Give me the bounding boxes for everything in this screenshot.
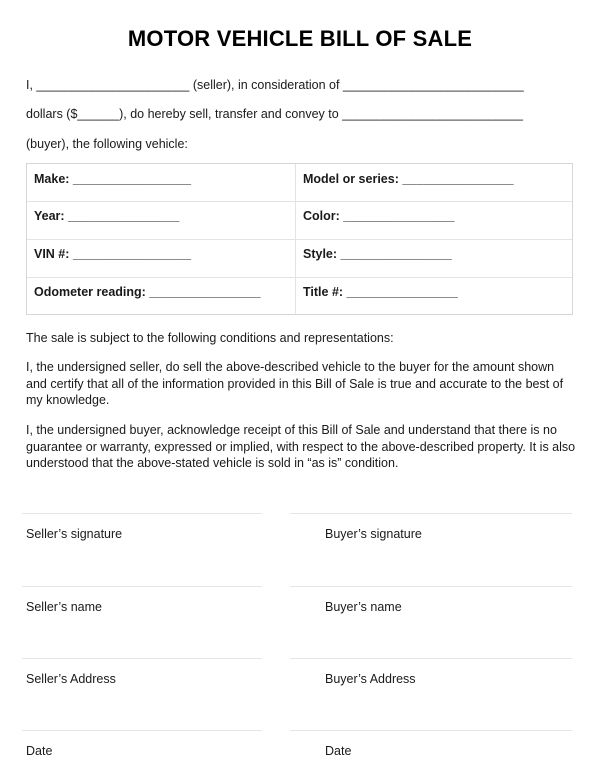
table-column-divider xyxy=(295,164,296,314)
conditions-intro: The sale is subject to the following conditions and representations: xyxy=(26,331,394,345)
seller-signature-label: Seller’s signature xyxy=(26,527,123,541)
vehicle-details-table xyxy=(26,163,573,315)
table-row-divider xyxy=(27,277,572,278)
title-number-field: Title #: ________________ xyxy=(303,285,458,299)
style-field: Style: ________________ xyxy=(303,247,452,261)
vin-field: VIN #: _________________ xyxy=(34,247,192,261)
signature-divider xyxy=(290,730,572,731)
year-field: Year: ________________ xyxy=(34,209,180,223)
document-title: MOTOR VEHICLE BILL OF SALE xyxy=(127,26,473,51)
dollars-convey-line: dollars ($______), do hereby sell, transfer and convey to __________________________ xyxy=(26,107,523,121)
color-field: Color: ________________ xyxy=(303,209,455,223)
signature-divider xyxy=(22,513,262,514)
buyer-acknowledgement: I, the undersigned buyer, acknowledge receipt of this Bill of Sale and understand that there is no guarantee or warranty, expressed or implied, with respect to the above-described property. It is also understood that the above-stated vehicle is sold in “as is” condition. xyxy=(26,423,576,470)
signature-divider xyxy=(22,586,262,587)
table-row-divider xyxy=(27,239,572,240)
seller-address-label: Seller’s Address xyxy=(26,672,116,686)
buyer-vehicle-line: (buyer), the following vehicle: xyxy=(26,137,188,151)
odometer-field: Odometer reading: ________________ xyxy=(34,285,261,299)
signature-divider xyxy=(22,730,262,731)
seller-date-label: Date xyxy=(26,744,53,758)
buyer-date-label: Date xyxy=(325,744,352,758)
buyer-name-label: Buyer’s name xyxy=(325,600,402,614)
signature-divider xyxy=(22,658,262,659)
seller-certification: I, the undersigned seller, do sell the above-described vehicle to the buyer for the amount shown and certify that all of the information provided in this Bill of Sale is true and accurate to the best of my knowledge. xyxy=(26,360,564,407)
seller-name-label: Seller’s name xyxy=(26,600,102,614)
signature-divider xyxy=(290,586,572,587)
buyer-address-label: Buyer’s Address xyxy=(325,672,416,686)
signature-divider xyxy=(290,513,572,514)
make-field: Make: _________________ xyxy=(34,172,192,186)
table-row-divider xyxy=(27,201,572,202)
model-field: Model or series: ________________ xyxy=(303,172,514,186)
buyer-signature-label: Buyer’s signature xyxy=(325,527,422,541)
seller-consideration-line: I, ______________________ (seller), in consideration of __________________________ xyxy=(26,78,524,92)
signature-divider xyxy=(290,658,572,659)
